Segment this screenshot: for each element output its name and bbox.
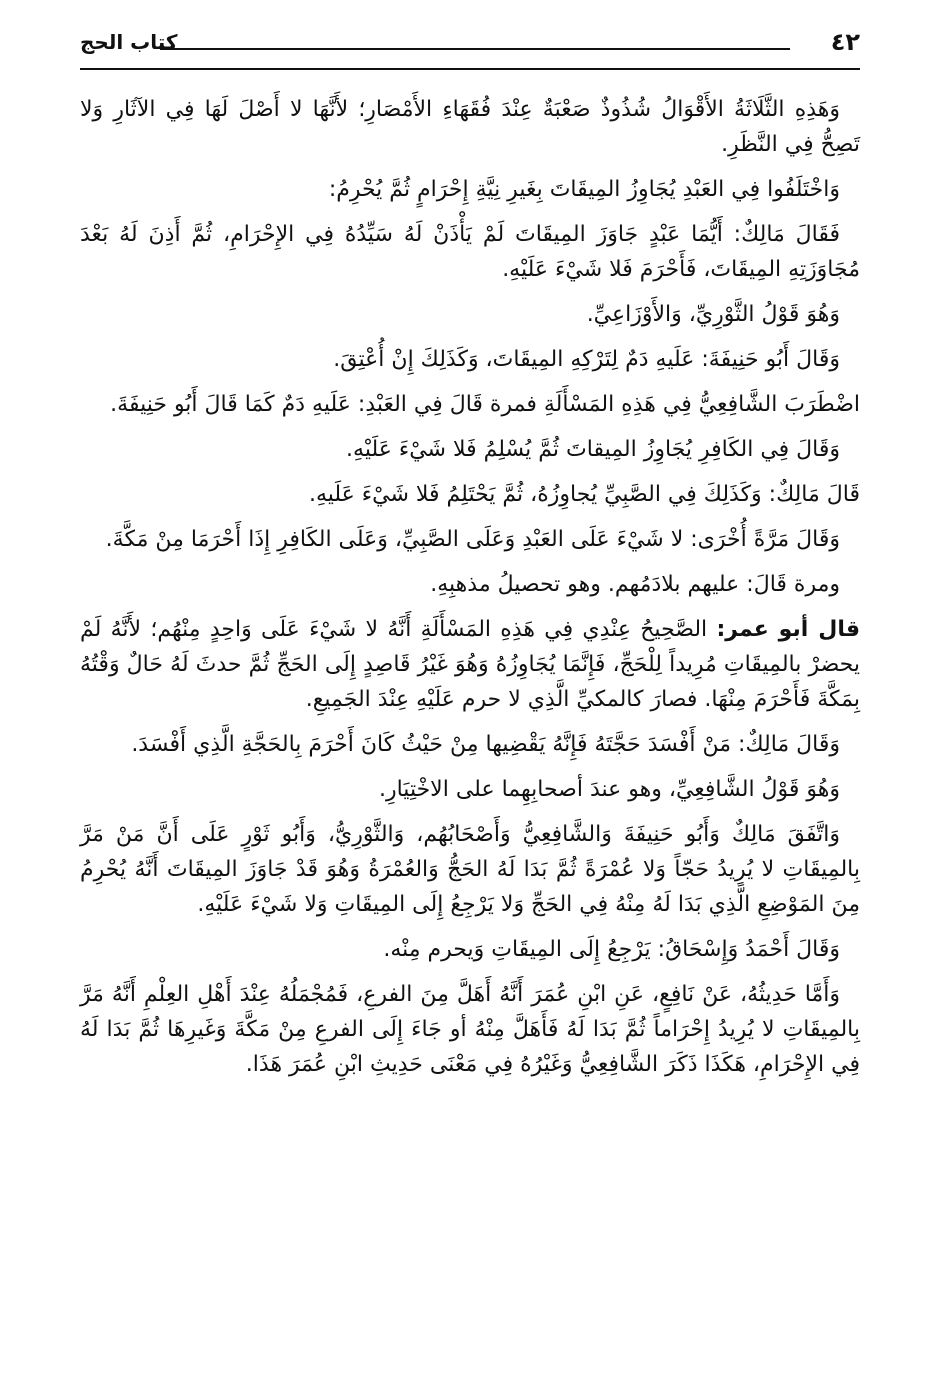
paragraph: وَأَمَّا حَدِيثُهُ، عَنْ نَافِعٍ، عَنِ ابْنِ عُمَرَ أَنَّهُ أَهَلَّ مِنَ الفرعِ، فَمُجْمَلُهُ عِنْدَ أَهْلِ العِلْمِ أَنَّهُ مَرَّ بِالمِيقَاتِ لا يُرِيدُ إِحْرَاماً ثُمَّ بَدَا لَهُ فَأَهَلَّ مِنْهُ أو جَاءَ إِلَى الفرعِ مِنْ مَكَّةَ وَغَيرِهَا ثُمَّ بَدَا لَهُ فِي الإِحْرَامِ، هَكَذَا ذَكَرَ الشَّافِعِيُّ وَغَيْرُهُ فِي مَعْنَى حَدِيثِ ابْنِ عُمَرَ هَذَا. (80, 982, 860, 1077)
paragraph: وَقَالَ أَحْمَدُ وَإِسْحَاقُ: يَرْجِعُ إِلَى المِيقَاتِ وَيحرم مِنْه. (383, 937, 840, 962)
paragraph: وَهُوَ قَوْلُ الثَّوْرِيِّ، وَالأَوْزَاعِيِّ. (586, 302, 840, 327)
paragraph: وَقَالَ مَالِكٌ: مَنْ أَفْسَدَ حَجَّتَهُ فَإِنَّهُ يَقْضِيها مِنْ حَيْثُ كَانَ أَحْرَمَ بِالحَجَّةِ الَّذِي أَفْسَدَ. (131, 732, 840, 757)
paragraph: وَاتَّفَقَ مَالِكٌ وَأَبُو حَنِيفَةَ وَالشَّافِعِيُّ وَأَصْحَابُهُم، وَالثَّوْرِيُّ، وَأَبُو ثَوْرٍ عَلَى أَنَّ مَنْ مَرَّ بِالمِيقَاتِ لا يُرِيدُ حَجّاً وَلا عُمْرَةً ثُمَّ بَدَا لَهُ الحَجُّ وَالعُمْرَةُ وَهُوَ قَدْ جَاوَزَ المِيقَاتَ أَنَّهُ يُحْرِمُ مِنَ المَوْضِعِ الَّذِي بَدَا لَهُ مِنْهُ فِي الحَجِّ وَلا يَرْجِعُ إِلَى المِيقَاتِ وَلا شَيْءَ عَلَيْهِ. (80, 822, 860, 917)
paragraph-text: الصَّحِيحُ عِنْدِي فِي هَذِهِ المَسْأَلَةِ أَنَّهُ لا شَيْءَ عَلَى وَاحِدٍ مِنْهُم؛ لأَنَّهُ لَمْ يحضرْ بالمِيقَاتِ مُرِيداً لِلْحَجِّ، فَإِنَّمَا يُجَاوِزُهُ وَهُوَ غَيْرُ قَاصِدٍ إِلَى الحَجِّ ثُمَّ حدثَ لَهُ حَالٌ وَقْتُهُ بِمَكَّةَ فَأَحْرَمَ مِنْهَا. فصارَ كالمكيِّ الَّذِي لا حرم عَلَيْهِ عِنْدَ الجَمِيعِ. (80, 617, 860, 712)
paragraph: وَاخْتَلَفُوا فِي العَبْدِ يُجَاوِزُ المِيقَاتَ بِغَيرِ نِيَّةِ إِحْرَامٍ ثُمَّ يُحْرِمُ: (328, 177, 840, 202)
paragraph: قَالَ مَالِكٌ: وَكَذَلِكَ فِي الصَّبِيِّ يُجاوِزُهُ، ثُمَّ يَحْتَلِمُ فَلا شَيْءَ عَلَيهِ. (308, 482, 860, 507)
book-title: كتاب الحج (80, 30, 178, 54)
header-rule (80, 68, 860, 70)
paragraph: وَهَذِهِ الثَّلَاثَةُ الأَقْوَالُ شُذُوذٌ صَعْبَةٌ عِنْدَ فُقَهَاءِ الأَمْصَارِ؛ لأَنَّهَا لا أَصْلَ لَهَا فِي الآثَارِ وَلا تَصِحُّ فِي النَّظَرِ. (80, 97, 860, 157)
paragraph: وَهُوَ قَوْلُ الشَّافِعِيِّ، وهو عندَ أصحابِهِما على الاخْتِيَارِ. (378, 777, 840, 802)
paragraph: فَقَالَ مَالِكٌ: أَيُّمَا عَبْدٍ جَاوَزَ المِيقَاتَ لَمْ يَأْذَنْ لَهُ سَيِّدُهُ فِي الإِحْرَامِ، ثُمَّ أَذِنَ لَهُ بَعْدَ مُجَاوَزَتِهِ المِيقَاتَ، فَأَحْرَمَ فَلا شَيْءَ عَلَيْهِ. (80, 222, 860, 282)
paragraph: وَقَالَ فِي الكَافِرِ يُجَاوِزُ المِيقاتَ ثُمَّ يُسْلِمُ فَلا شَيْءَ عَلَيْهِ. (346, 437, 840, 462)
page-body (80, 92, 860, 1092)
paragraph: وَقَالَ أَبُو حَنِيفَةَ: عَلَيهِ دَمٌ لِتَرْكِهِ المِيقَاتَ، وَكَذَلِكَ إِنْ أُعْتِقَ. (333, 347, 840, 372)
header-line (160, 48, 790, 50)
paragraph-lead: قال أبو عمر: (716, 617, 860, 642)
paragraph: وَقَالَ مَرَّةً أُخْرَى: لا شَيْءَ عَلَى العَبْدِ وَعَلَى الصَّبِيِّ، وَعَلَى الكَافِرِ إِذَا أَحْرَمَا مِنْ مَكَّةَ. (105, 527, 840, 552)
paragraph: ومرة قَالَ: عليهم بلادَمُهم. وهو تحصيلُ مذهبِهِ. (430, 572, 840, 597)
paragraph (80, 612, 860, 717)
page-number: ٤٢ (830, 28, 860, 56)
page-header (80, 28, 860, 68)
paragraph: اضْطَرَبَ الشَّافِعِيُّ فِي هَذِهِ المَسْأَلَةِ فمرة قَالَ فِي العَبْدِ: عَلَيهِ دَمٌ كَمَا قَالَ أَبُو حَنِيفَةَ. (110, 392, 860, 417)
